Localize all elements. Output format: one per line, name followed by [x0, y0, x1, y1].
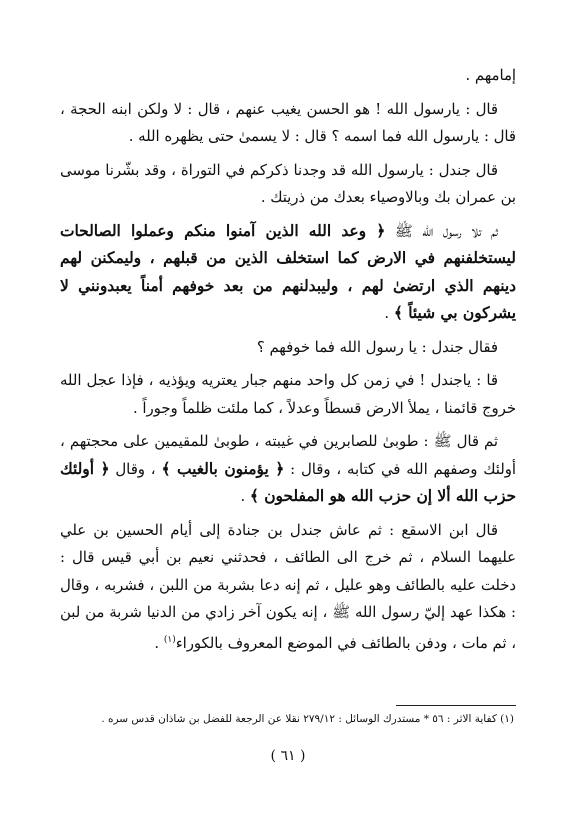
quran-verse: ﴿ أولئك حزب الله ألا إن حزب الله هو المفلحون ﴾ — [60, 459, 516, 505]
text-segment: . — [240, 488, 250, 505]
paragraph — [60, 367, 516, 422]
main-text — [60, 62, 516, 663]
text-segment: . — [384, 305, 394, 322]
text-segment: فقال جندل : يا رسول الله فما خوفهم ؟ — [256, 338, 498, 356]
paragraph — [60, 334, 516, 362]
quran-verse: ﴿ وعد الله الذين آمنوا منكم وعملوا الصالحات ليستخلفنهم في الارض كما استخلف الذين من قبلهم ، وليمكنن لهم دينهم الذي ارتضىٰ لهم ، وليبدلنهم من بعد خوفهم أمناً يعبدونني لا يشركون بي شيئاً ﴾ — [60, 221, 516, 322]
paragraph — [60, 517, 516, 657]
footnote-divider — [396, 705, 516, 706]
paragraph — [60, 428, 516, 511]
text-segment: إمامهم . — [465, 67, 516, 84]
footnote-marker: (١) — [163, 634, 176, 645]
quran-verse: ﴿ يؤمنون بالغيب ﴾ — [161, 459, 285, 478]
text-segment: قا : ياجندل ! في زمن كل واحد منهم جبار يعتريه ويؤذيه ، فإذا عجل الله خروج قائمنا ، يملأ الارض قسطاً وعدلاً ، كما ملئت ظلماً وجوراً . — [60, 372, 516, 417]
paragraph — [60, 96, 516, 151]
text-segment: . — [154, 634, 164, 652]
footnote: (١) كفاية الاثر : ٥٦ * مستدرك الوسائل : ٢٧٩/١٢ نقلا عن الرجعة للفضل بن شاذان قدس سره . — [101, 713, 514, 725]
text-segment: ثم قال ﷺ : طوبىٰ للصابرين في غيبته ، طوبىٰ للمقيمين على محجتهم ، أولئك وصفهم الله في كتابه ، وقال : — [60, 433, 516, 478]
text-segment: ثم تلا رسول الله ﷺ — [385, 222, 498, 240]
text-segment: قال ابن الاسقع : ثم عاش جندل بن جنادة إلى أيام الحسين بن علي عليهما السلام ، ثم خرج الى الطائف ، فحدثني نعيم بن أبي قيس قال : دخلت عليه بالطائف وهو عليل ، ثم إنه دعا بشربة من اللبن ، فشربه ، وقال : هكذا عهد إليّ رسول الله ﷺ ، إنه يكون آخر زادي من الدنيا شربة من لبن ، ثم مات ، ودفن بالطائف في الموضع المعروف بالكوراء — [60, 521, 516, 652]
text-segment: ، وقال — [109, 460, 162, 478]
paragraph — [60, 218, 516, 328]
paragraph — [60, 62, 516, 90]
text-segment: قال : يارسول الله ! هو الحسن يغيب عنهم ، قال : لا ولكن ابنه الحجة ، قال : يارسول الله فما اسمه ؟ قال : لا يسمىٰ حتى يظهره الله . — [60, 100, 516, 145]
text-segment: قال جندل : يارسول الله قد وجدنا ذكركم في التوراة ، وقد بشّرنا موسى بن عمران بك وبالاوصياء بعدك من ذريتك . — [60, 161, 516, 206]
paragraph — [60, 157, 516, 212]
page-number: ( ٦١ ) — [270, 748, 306, 764]
